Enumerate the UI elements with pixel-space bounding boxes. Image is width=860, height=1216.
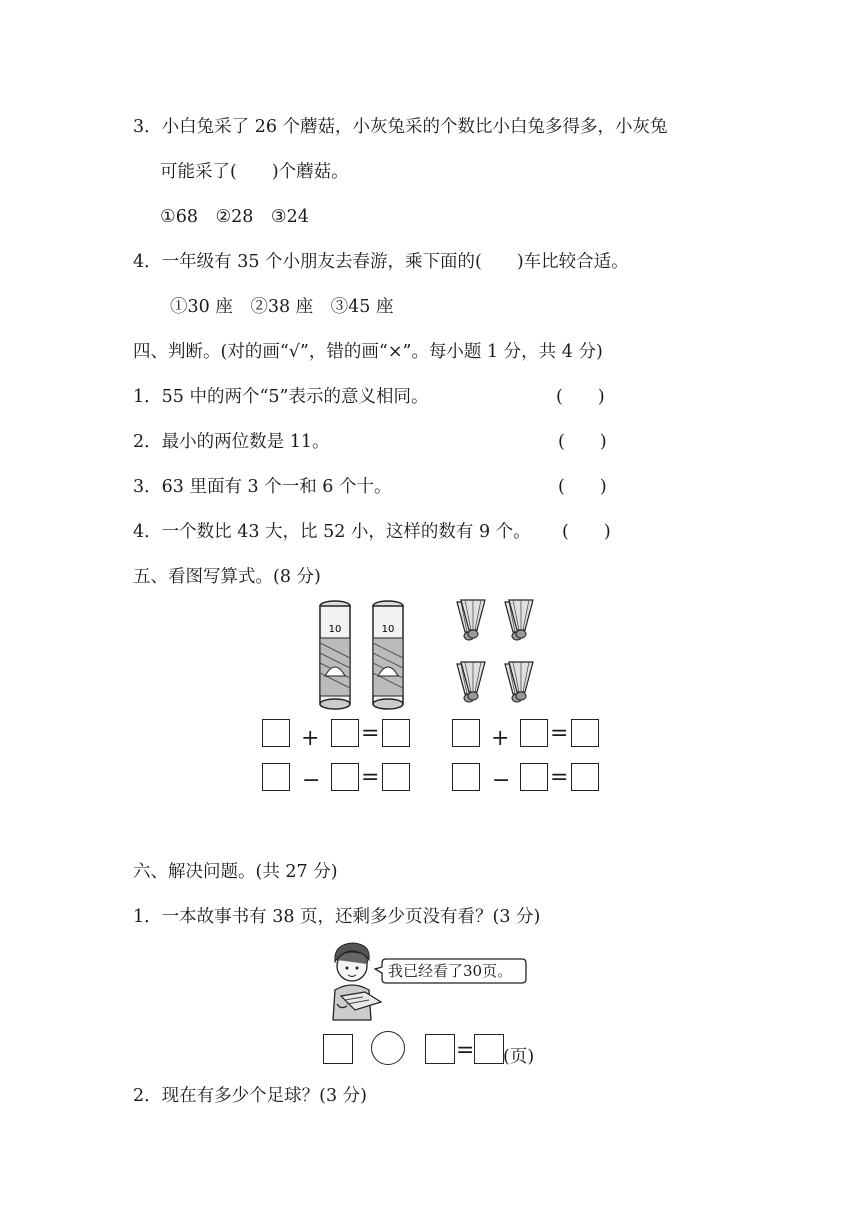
minus-sign: − (302, 768, 321, 793)
shuttlecock-tubes-illustration (315, 598, 415, 713)
tube-label: 10 (328, 624, 342, 635)
judge-item-3: 3．63 里面有 3 个一和 6 个十。 (133, 477, 392, 497)
answer-box[interactable] (425, 1034, 455, 1064)
judge-bracket-3[interactable]: ( ) (558, 477, 607, 497)
answer-box[interactable] (331, 763, 359, 791)
shuttlecock-tube-icon (320, 601, 350, 709)
equals-sign: = (550, 721, 569, 746)
question-3-line-2: 可能采了( )个蘑菇。 (160, 162, 349, 182)
minus-sign: − (492, 768, 511, 793)
answer-box[interactable] (323, 1034, 353, 1064)
answer-box[interactable] (331, 719, 359, 747)
answer-box[interactable] (382, 719, 410, 747)
question-3-options: ①68 ②28 ③24 (160, 207, 309, 227)
section-4-title: 四、判断。(对的画“√”，错的画“×”。每小题 1 分，共 4 分) (133, 342, 603, 362)
tube-label: 10 (381, 624, 395, 635)
speech-text: 我已经看了30页。 (388, 962, 513, 980)
judge-item-2: 2．最小的两位数是 11。 (133, 432, 330, 452)
answer-box[interactable] (520, 763, 548, 791)
equals-sign: = (361, 765, 380, 790)
equals-sign: = (361, 721, 380, 746)
answer-box[interactable] (474, 1034, 504, 1064)
answer-box[interactable] (262, 763, 290, 791)
judge-bracket-4[interactable]: ( ) (562, 522, 611, 542)
judge-bracket-2[interactable]: ( ) (558, 432, 607, 452)
plus-sign: + (491, 726, 510, 751)
question-3-line-1: 3．小白兔采了 26 个蘑菇，小灰兔采的个数比小白兔多得多，小灰兔 (133, 117, 668, 137)
question-4-line-1: 4．一年级有 35 个小朋友去春游，乘下面的( )车比较合适。 (133, 252, 629, 272)
plus-sign: + (301, 726, 320, 751)
answer-box[interactable] (571, 719, 599, 747)
problem-1-text: 1．一本故事书有 38 页，还剩多少页没有看？(3 分) (133, 907, 541, 927)
question-4-options: ①30 座 ②38 座 ③45 座 (170, 297, 394, 317)
answer-box[interactable] (452, 719, 480, 747)
problem-2-text: 2．现在有多少个足球？(3 分) (133, 1086, 367, 1106)
answer-box[interactable] (452, 763, 480, 791)
shuttlecock-tube-icon (373, 601, 403, 709)
answer-box[interactable] (520, 719, 548, 747)
unit-pages: (页) (503, 1047, 535, 1067)
section-6-title: 六、解决问题。(共 27 分) (133, 862, 338, 882)
judge-bracket-1[interactable]: ( ) (556, 387, 605, 407)
operator-circle[interactable] (371, 1031, 405, 1065)
section-5-title: 五、看图写算式。(8 分) (133, 567, 321, 587)
judge-item-1: 1．55 中的两个“5”表示的意义相同。 (133, 387, 429, 407)
equals-sign: = (550, 765, 569, 790)
answer-box[interactable] (262, 719, 290, 747)
shuttlecocks-illustration (455, 598, 547, 713)
answer-box[interactable] (571, 763, 599, 791)
answer-box[interactable] (382, 763, 410, 791)
judge-item-4: 4．一个数比 43 大，比 52 小，这样的数有 9 个。 (133, 522, 531, 542)
equals-sign: = (456, 1038, 475, 1063)
